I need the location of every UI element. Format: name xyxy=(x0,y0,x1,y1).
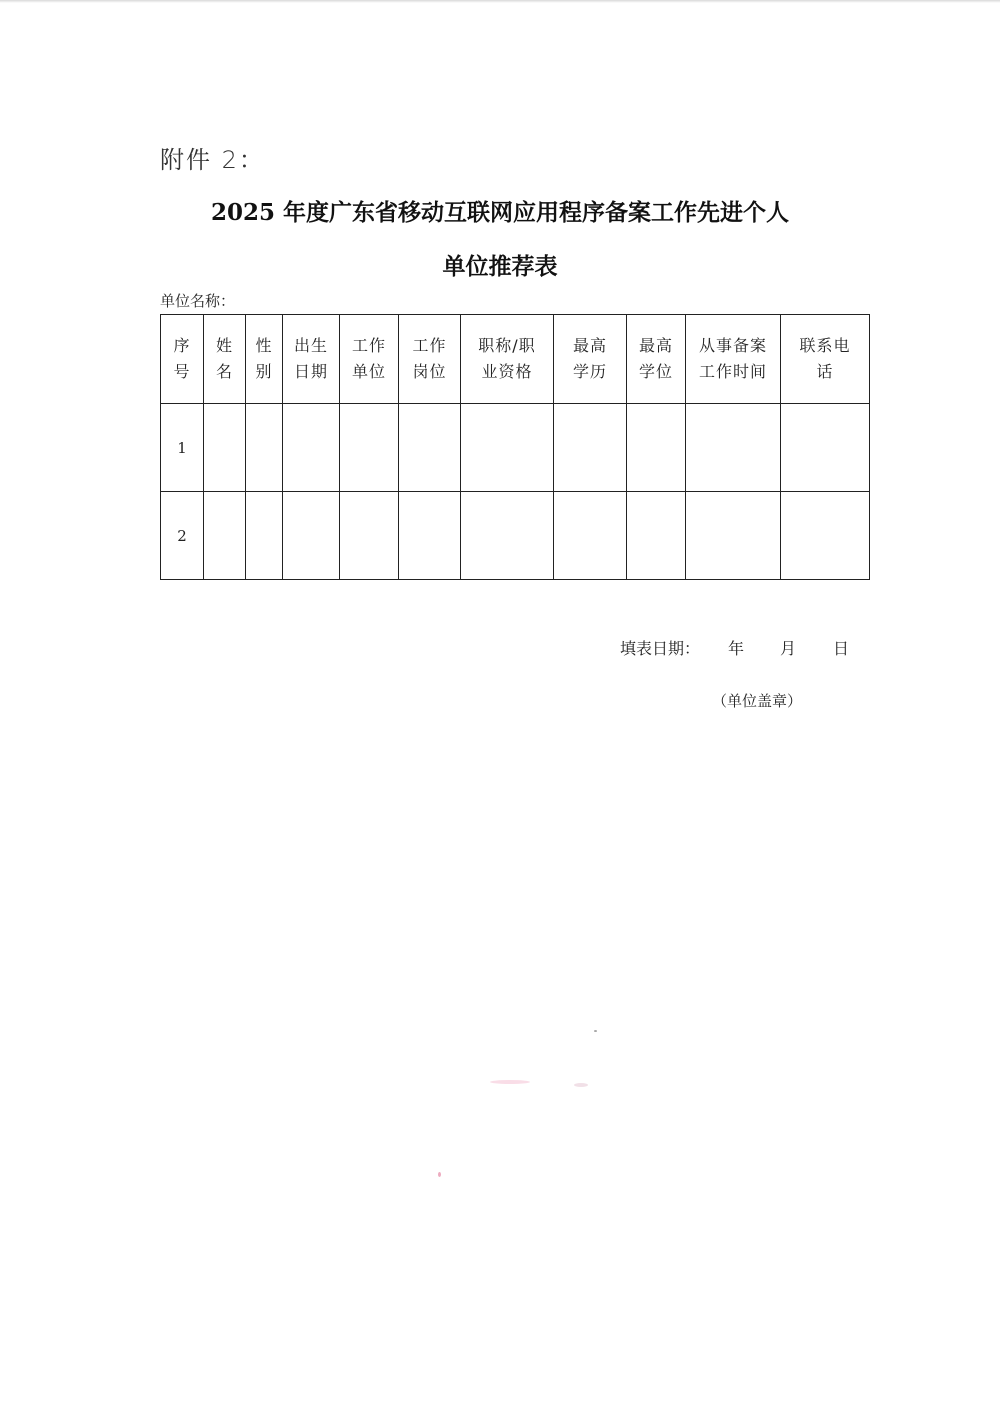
header-text-line: 序 xyxy=(173,336,191,355)
fill-date-year: 年 xyxy=(728,639,745,658)
header-text-line: 工作 xyxy=(412,336,447,355)
fill-in-cell[interactable] xyxy=(340,404,399,492)
header-text-line: 单位 xyxy=(351,362,386,381)
fill-in-cell[interactable] xyxy=(627,492,686,580)
fill-in-cell[interactable] xyxy=(204,404,246,492)
fill-in-cell[interactable] xyxy=(461,492,554,580)
fill-in-cell[interactable] xyxy=(340,492,399,580)
table-header-cell xyxy=(246,315,283,404)
header-text-line: 职称/职 xyxy=(478,336,536,355)
header-text-line: 姓 xyxy=(215,336,233,355)
header-text-line: 工作 xyxy=(351,336,386,355)
document-title-line-1: 2025 年度广东省移动互联网应用程序备案工作先进个人 xyxy=(210,199,790,226)
recommendation-table xyxy=(160,314,870,580)
header-text-line: 出生 xyxy=(293,336,328,355)
scan-speck xyxy=(438,1172,441,1177)
fill-in-cell[interactable] xyxy=(283,492,340,580)
page-top-edge xyxy=(0,0,1000,3)
header-text-line: 最高 xyxy=(572,336,607,355)
fill-in-cell[interactable] xyxy=(283,404,340,492)
table-header-cell xyxy=(554,315,627,404)
document-title-line-2: 单位推荐表 xyxy=(442,253,558,280)
table-header-cell xyxy=(686,315,781,404)
fill-in-cell[interactable] xyxy=(204,492,246,580)
fill-in-cell[interactable] xyxy=(461,404,554,492)
header-text-line: 从事备案 xyxy=(698,336,767,355)
table-header-cell xyxy=(161,315,204,404)
fill-date-month: 月 xyxy=(780,639,797,658)
table-header-cell xyxy=(781,315,870,404)
table-header-cell xyxy=(340,315,399,404)
header-text-line: 号 xyxy=(173,362,191,381)
row-number: 2 xyxy=(161,492,204,580)
fill-in-cell[interactable] xyxy=(686,492,781,580)
fill-in-cell[interactable] xyxy=(627,404,686,492)
fill-in-cell[interactable] xyxy=(686,404,781,492)
table-header-cell xyxy=(461,315,554,404)
table-row xyxy=(161,492,870,580)
header-text-line: 学位 xyxy=(638,362,673,381)
table-header-cell xyxy=(204,315,246,404)
seal-note: （单位盖章） xyxy=(712,692,803,710)
fill-in-cell[interactable] xyxy=(554,404,627,492)
header-text-line: 岗位 xyxy=(412,362,447,381)
fill-in-cell[interactable] xyxy=(246,404,283,492)
header-text-line: 名 xyxy=(215,362,233,381)
fill-in-cell[interactable] xyxy=(781,492,870,580)
fill-date-day: 日 xyxy=(833,639,850,658)
fill-in-cell[interactable] xyxy=(781,404,870,492)
fill-in-cell[interactable] xyxy=(399,492,461,580)
header-text-line: 日期 xyxy=(293,362,328,381)
header-text-line: 性 xyxy=(255,336,273,355)
unit-name-label: 单位名称： xyxy=(160,292,236,310)
scan-speck xyxy=(574,1083,588,1087)
row-number: 1 xyxy=(161,404,204,492)
header-text-line: 话 xyxy=(816,362,834,381)
fill-date-label: 填表日期： xyxy=(620,639,701,658)
table-header-cell xyxy=(399,315,461,404)
table-header-cell xyxy=(627,315,686,404)
fill-in-cell[interactable] xyxy=(246,492,283,580)
header-text-line: 最高 xyxy=(638,336,673,355)
fill-in-cell[interactable] xyxy=(554,492,627,580)
fill-in-cell[interactable] xyxy=(399,404,461,492)
table-row xyxy=(161,404,870,492)
header-text-line: 联系电 xyxy=(799,336,851,355)
header-text-line: 学历 xyxy=(572,362,607,381)
table-header-cell xyxy=(283,315,340,404)
scan-speck xyxy=(490,1080,530,1084)
table-body xyxy=(161,404,870,580)
header-text-line: 别 xyxy=(255,362,273,381)
header-text-line: 业资格 xyxy=(481,362,533,381)
scan-speck xyxy=(594,1030,597,1032)
table-header-row xyxy=(161,315,870,404)
attachment-label: 附件 2： xyxy=(160,146,265,174)
header-text-line: 工作时间 xyxy=(698,362,767,381)
